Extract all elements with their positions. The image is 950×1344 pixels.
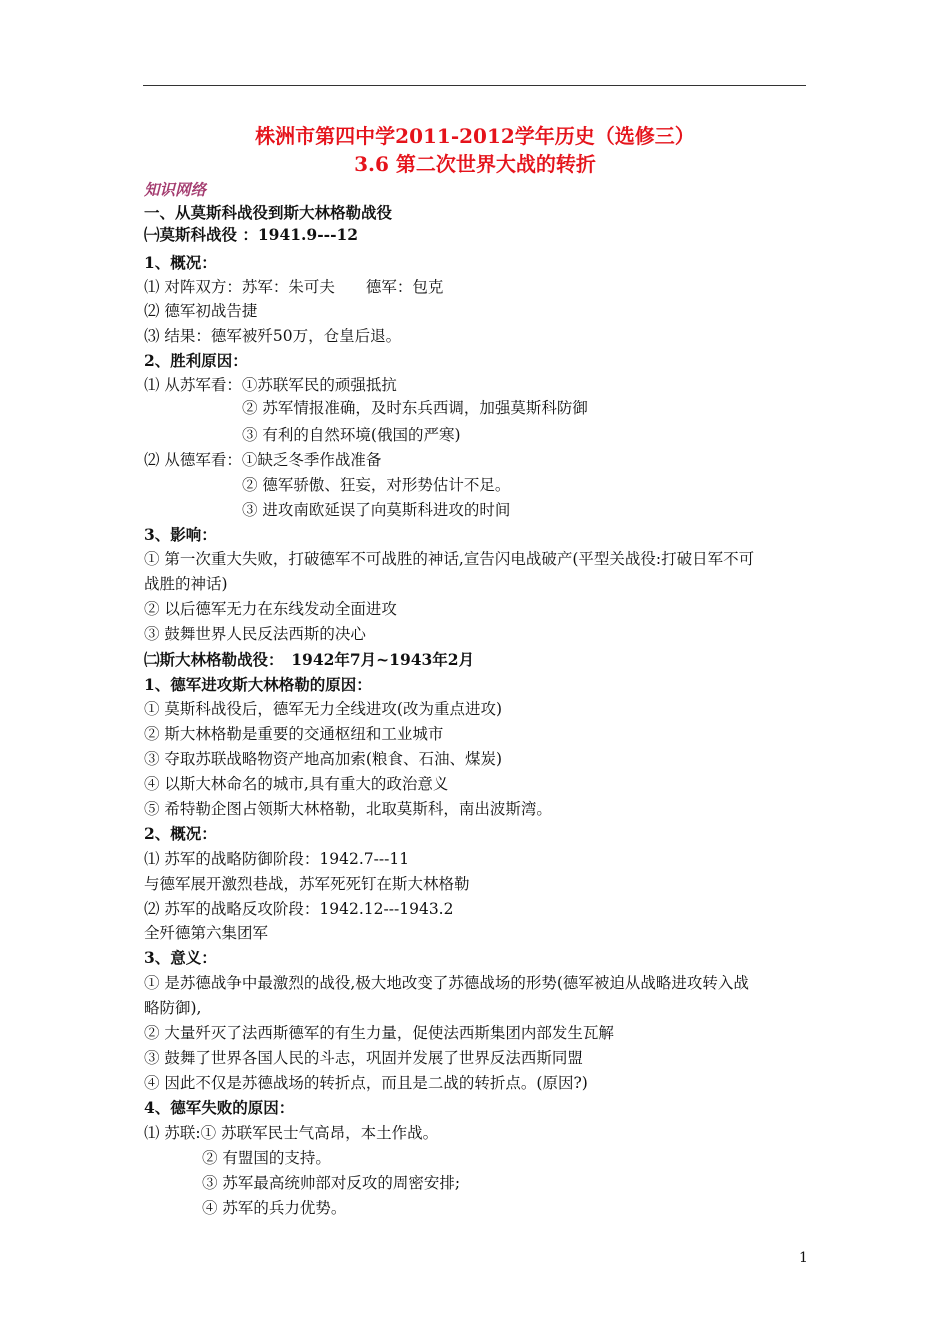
stalingrad-reason-item: ① 莫斯科战役后，德军无力全线进攻(改为重点进攻) xyxy=(144,700,503,718)
stalingrad-significance-item: ① 是苏德战争中最激烈的战役,极大地改变了苏德战场的形势(德军被迫从战略进攻转入战 xyxy=(144,974,749,992)
moscow-victory-item: ② 德军骄傲、狂妄，对形势估计不足。 xyxy=(242,476,511,494)
stalingrad-significance-item: ② 大量歼灭了法西斯德军的有生力量，促使法西斯集团内部发生瓦解 xyxy=(144,1024,614,1042)
section-label: 知识网络 xyxy=(144,180,207,199)
moscow-victory-item: ⑴ 从苏军看：①苏联军民的顽强抵抗 xyxy=(144,376,397,394)
stalingrad-reason-item: ⑤ 希特勒企图占领斯大林格勒，北取莫斯科，南出波斯湾。 xyxy=(144,800,552,818)
stalingrad-reason-item: ④ 以斯大林命名的城市,具有重大的政治意义 xyxy=(144,775,449,793)
stalingrad-overview-item: 与德军展开激烈巷战，苏军死死钉在斯大林格勒 xyxy=(144,875,470,893)
stalingrad-overview-item: 全歼德第六集团军 xyxy=(144,924,269,942)
stalingrad-failure-item: ④ 苏军的兵力优势。 xyxy=(202,1199,347,1217)
stalingrad-reasons-heading: 1、德军进攻斯大林格勒的原因： xyxy=(144,675,372,694)
stalingrad-significance-item: ④ 因此不仅是苏德战场的转折点，而且是二战的转折点。(原因?) xyxy=(144,1074,588,1092)
page-number: 1 xyxy=(799,1250,808,1266)
moscow-impact-item: ② 以后德军无力在东线发动全面进攻 xyxy=(144,600,397,618)
moscow-impact-item: 战胜的神话) xyxy=(144,575,228,593)
document-subtitle: 3.6 第二次世界大战的转折 xyxy=(354,152,596,176)
moscow-victory-item: ③ 进攻南欧延误了向莫斯科进攻的时间 xyxy=(242,501,511,519)
part-heading: 一、从莫斯科战役到斯大林格勒战役 xyxy=(144,203,393,222)
stalingrad-overview-item: ⑴ 苏军的战略防御阶段：1942.7---11 xyxy=(144,850,410,868)
moscow-victory-item: ③ 有利的自然环境(俄国的严寒) xyxy=(242,426,461,444)
moscow-impact-heading: 3、影响： xyxy=(144,525,217,544)
stalingrad-failure-item: ③ 苏军最高统帅部对反攻的周密安排; xyxy=(202,1174,461,1192)
stalingrad-failure-heading: 4、德军失败的原因： xyxy=(144,1098,295,1117)
stalingrad-significance-heading: 3、意义： xyxy=(144,948,217,967)
moscow-overview-item: ⑵ 德军初战告捷 xyxy=(144,302,258,320)
stalingrad-failure-item: ② 有盟国的支持。 xyxy=(202,1149,331,1167)
document-title: 株洲市第四中学2011-2012学年历史（选修三） xyxy=(255,124,695,148)
stalingrad-overview-item: ⑵ 苏军的战略反攻阶段：1942.12---1943.2 xyxy=(144,900,454,918)
stalingrad-significance-item: ③ 鼓舞了世界各国人民的斗志，巩固并发展了世界反法西斯同盟 xyxy=(144,1049,583,1067)
moscow-overview-item: ⑶ 结果：德军被歼50万，仓皇后退。 xyxy=(144,327,402,345)
moscow-impact-item: ③ 鼓舞世界人民反法西斯的决心 xyxy=(144,625,366,643)
stalingrad-failure-item: ⑴ 苏联:① 苏联军民士气高昂，本土作战。 xyxy=(144,1124,439,1142)
moscow-victory-item: ⑵ 从德军看：①缺乏冬季作战准备 xyxy=(144,451,382,469)
moscow-overview-heading: 1、概况： xyxy=(144,253,217,272)
stalingrad-heading: ㈡斯大林格勒战役： 1942年7月~1943年2月 xyxy=(144,650,475,669)
stalingrad-overview-heading: 2、概况： xyxy=(144,824,217,843)
stalingrad-significance-item: 略防御), xyxy=(144,999,202,1017)
stalingrad-reason-item: ③ 夺取苏联战略物资产地高加索(粮食、石油、煤炭) xyxy=(144,750,503,768)
moscow-overview-item: ⑴ 对阵双方：苏军：朱可夫 德军：包克 xyxy=(144,278,444,296)
stalingrad-reason-item: ② 斯大林格勒是重要的交通枢纽和工业城市 xyxy=(144,725,444,743)
moscow-victory-heading: 2、胜利原因： xyxy=(144,351,248,370)
moscow-victory-item: ② 苏军情报准确，及时东兵西调，加强莫斯科防御 xyxy=(242,399,588,417)
header-rule xyxy=(143,85,806,86)
moscow-heading: ㈠莫斯科战役 ：1941.9---12 xyxy=(144,225,359,244)
moscow-impact-item: ① 第一次重大失败，打破德军不可战胜的神话,宣告闪电战破产(平型关战役:打破日军不可 xyxy=(144,550,755,568)
